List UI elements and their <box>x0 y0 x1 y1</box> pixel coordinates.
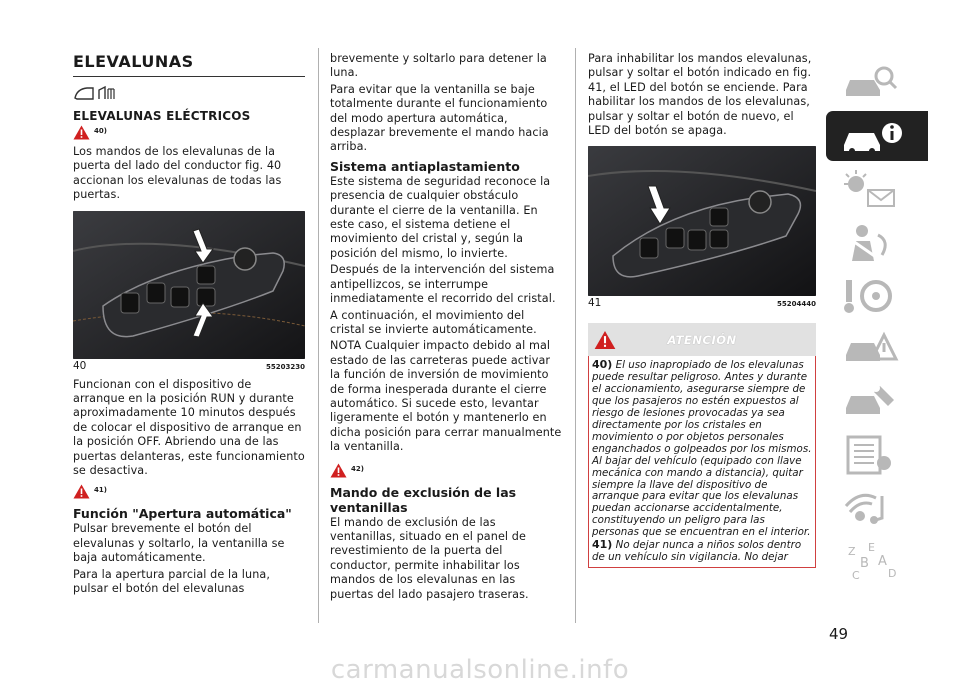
svg-text:E: E <box>868 541 875 554</box>
column-3 <box>588 52 816 568</box>
svg-text:Z: Z <box>848 545 856 558</box>
warning-item-41 <box>592 539 812 564</box>
warning-triangle-icon <box>73 125 90 140</box>
svg-text:D: D <box>888 567 897 580</box>
warning-item-text: No dejar nunca a niños solos dentro de un vehículo sin vigilancia. No dejar <box>592 539 802 563</box>
figure-caption <box>73 360 305 372</box>
window-lift-icon <box>73 83 305 105</box>
section-title: ELEVALUNAS <box>73 52 305 77</box>
tab-maintenance[interactable] <box>826 376 928 426</box>
warning-lights-icon <box>840 168 900 210</box>
tab-emergency[interactable] <box>826 323 928 373</box>
warning-triangle-icon <box>73 484 90 499</box>
svg-text:A: A <box>878 554 887 569</box>
page-number: 49 <box>829 625 849 643</box>
paragraph: Este sistema de seguridad reconoce la presencia de cualquier obstáculo durante el cierre de la ventanilla. En este caso, el sistema detiene el movimiento del cristal y, según la posición del mismo, lo invierte. <box>330 174 551 260</box>
warning-ref-41[interactable] <box>73 484 305 502</box>
warning-item-number: 41) <box>592 538 613 552</box>
warning-triangle-icon <box>330 463 347 478</box>
figure-code: 55203230 <box>266 362 305 371</box>
steering-wheel-icon <box>840 274 900 316</box>
column-2 <box>330 52 562 604</box>
heading-auto-open: Función "Apertura automática" <box>73 506 292 522</box>
car-info-icon <box>840 115 906 157</box>
tab-multimedia[interactable] <box>826 482 928 532</box>
emergency-icon <box>840 327 900 369</box>
figure-40-photo <box>73 211 305 359</box>
warning-box <box>588 356 816 567</box>
paragraph: Para evitar que la ventanilla se baje totalmente durante el funcionamiento del modo apertura automática, desplazar brevemente el mando hacia arriba. <box>330 82 549 154</box>
tab-car-search[interactable] <box>826 58 928 108</box>
warning-header-label: ATENCIÓN <box>667 332 737 347</box>
index-icon <box>840 539 900 581</box>
svg-text:C: C <box>852 569 860 581</box>
figure-number: 41 <box>588 297 602 310</box>
paragraph: brevemente y soltarlo para detener la luna. <box>330 52 547 80</box>
column-separator-1 <box>318 48 319 623</box>
warning-ref-40[interactable] <box>73 125 305 143</box>
svg-text:B: B <box>860 556 869 571</box>
column-1 <box>73 52 305 599</box>
heading-anti-pinch: Sistema antiaplastamiento <box>330 158 520 174</box>
tab-technical-data[interactable] <box>826 429 928 479</box>
paragraph: El mando de exclusión de las ventanillas, situado en el panel de revestimiento de la puerta del conductor, permite inhabilitar los mandos de los elevalunas en las puertas del lado pasajero traseras. <box>330 515 529 601</box>
paragraph: Para inhabilitar los mandos elevalunas, pulsar y soltar el botón indicado en fig. 41, el LED del botón se enciende. Para habilitar los mandos de los elevalunas, pulsar y soltar el botón de nuevo, el LED del botón se apaga. <box>588 52 812 138</box>
warning-ref-label: 40) <box>94 127 107 135</box>
warning-item-40 <box>592 359 812 539</box>
tab-index[interactable] <box>826 535 928 585</box>
maintenance-icon <box>840 380 900 422</box>
warning-ref-42[interactable] <box>330 463 562 481</box>
warning-item-text: El uso inapropiado de los elevalunas puede resultar peligroso. Antes y durante el accionamiento, asegurarse siempre de que los pasajeros no estén expuestos al riesgo de lesiones provocadas ya sea directamente por los cristales en movimiento o por objetos personales enganchados o golpeados por los mismos. Al bajar del vehículo (equipado con llave mecánica con mando a distancia), quitar siempre la llave del dispositivo de arranque para evitar que los elevalunas puedan accionarse accidentalmente, constituyendo un peligro para las personas que se encuentran en el interior. <box>592 359 812 539</box>
figure-caption <box>588 297 816 309</box>
safety-icon <box>840 221 900 263</box>
subsection-title: ELEVALUNAS ELÉCTRICOS <box>73 109 251 123</box>
tab-car-info[interactable] <box>826 111 928 161</box>
multimedia-icon <box>840 486 900 528</box>
watermark: carmanualsonline.info <box>330 655 630 683</box>
tab-safety[interactable] <box>826 217 928 267</box>
heading-window-lockout: Mando de exclusión de las ventanillas <box>330 484 517 515</box>
paragraph: Los mandos de los elevalunas de la puerta del lado del conductor fig. 40 accionan los elevalunas de todas las puertas. <box>73 145 282 202</box>
car-search-icon <box>840 62 900 104</box>
chapter-tabs <box>826 58 928 588</box>
tab-warning-lights[interactable] <box>826 164 928 214</box>
technical-data-icon <box>840 433 900 475</box>
paragraph: Después de la intervención del sistema antipellizcos, se interrumpe inmediatamente el recorrido del cristal. <box>330 263 556 306</box>
tab-steering[interactable] <box>826 270 928 320</box>
figure-41-photo <box>588 146 816 296</box>
paragraph: Para la apertura parcial de la luna, pulsar el botón del elevalunas <box>73 567 271 596</box>
paragraph: NOTA Cualquier impacto debido al mal estado de las carreteras puede activar la función de inversión de movimiento de forma inesperada durante el cierre automático. Si sucede esto, levantar ligeramente el botón y mantenerlo en dicha posición para cerrar manualmente la ventanilla. <box>330 339 562 454</box>
warning-ref-label: 42) <box>351 464 364 473</box>
figure-number: 40 <box>73 359 87 372</box>
paragraph: Funcionan con el dispositivo de arranque en la posición RUN y durante aproximadamente 10 minutos después de colocar el dispositivo de arranque en la posición OFF. Abriendo una de las puertas delanteras, este funcionamiento se desactiva. <box>73 377 305 478</box>
column-separator-2 <box>575 48 576 623</box>
paragraph: Pulsar brevemente el botón del elevalunas y soltarlo, la ventanilla se baja automáticamente. <box>73 522 285 565</box>
warning-ref-label: 41) <box>94 486 107 495</box>
paragraph: A continuación, el movimiento del cristal se invierte automáticamente. <box>330 308 537 336</box>
warning-item-number: 40) <box>592 358 613 372</box>
figure-code: 55204440 <box>777 300 816 309</box>
warning-header <box>588 323 816 356</box>
